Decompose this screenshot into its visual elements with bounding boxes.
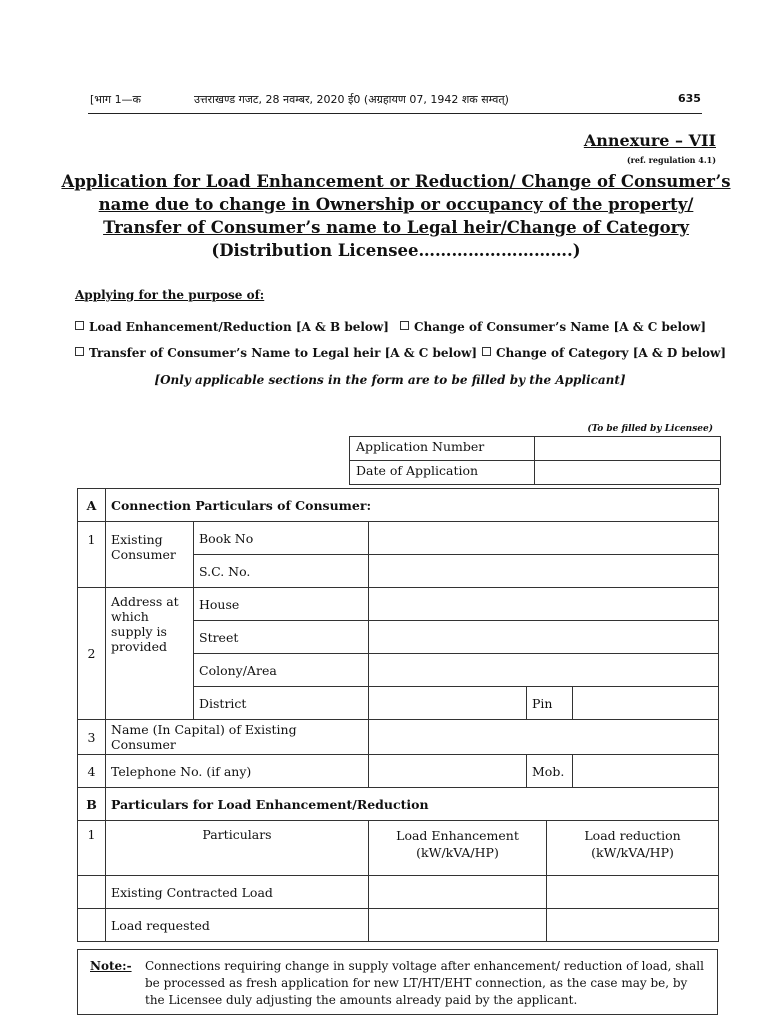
licensee-table <box>349 436 721 485</box>
section-b-header <box>78 788 719 821</box>
application-date-label: Date of Application <box>350 461 535 485</box>
purpose-heading: Applying for the purpose of: <box>75 288 265 302</box>
application-number-field[interactable] <box>535 437 721 461</box>
telephone-field[interactable] <box>369 755 527 788</box>
option-load-enhancement[interactable] <box>75 320 389 334</box>
checkbox-icon[interactable] <box>482 347 491 356</box>
checkbox-icon[interactable] <box>75 347 84 356</box>
field-label: Street <box>194 621 369 654</box>
empty-cell <box>78 876 106 909</box>
mob-label: Mob. <box>527 755 573 788</box>
section-letter: A <box>78 489 106 522</box>
consumer-name-field[interactable] <box>369 720 719 755</box>
enhancement-label: Load Enhancement <box>396 828 519 843</box>
gazette-date: उत्तराखण्ड गजट, 28 नवम्बर, 2020 ई0 (अग्रहायण 07, 1942 शक सम्वत्) <box>194 93 509 106</box>
row-label: Existing Contracted Load <box>106 876 369 909</box>
field-label: House <box>194 588 369 621</box>
pin-field[interactable] <box>573 687 719 720</box>
empty-cell <box>78 909 106 942</box>
enhancement-unit: (kW/kVA/HP) <box>416 845 499 860</box>
option-change-category[interactable] <box>482 346 726 360</box>
licensee-note: (To be filled by Licensee) <box>587 424 713 434</box>
section-letter: B <box>78 788 106 821</box>
section-title: Particulars for Load Enhancement/Reduction <box>106 788 719 821</box>
application-form-table <box>77 488 719 942</box>
row-number: 1 <box>78 522 106 588</box>
table-row <box>78 522 719 555</box>
table-row <box>78 755 719 788</box>
form-title <box>60 170 732 262</box>
row-label: Load requested <box>106 909 369 942</box>
sc-no-field[interactable] <box>369 555 719 588</box>
regulation-reference: (ref. regulation 4.1) <box>626 155 716 165</box>
district-field[interactable] <box>369 687 527 720</box>
page-number: 635 <box>678 92 701 105</box>
form-subtitle: (Distribution Licensee……………………….) <box>211 241 581 260</box>
reduction-label: Load reduction <box>584 828 681 843</box>
title-line-2: name due to change in Ownership or occupancy of the property/ <box>98 195 694 214</box>
table-row <box>78 876 719 909</box>
checkbox-icon[interactable] <box>400 321 409 330</box>
house-field[interactable] <box>369 588 719 621</box>
reduction-unit: (kW/kVA/HP) <box>591 845 674 860</box>
table-row <box>78 821 719 876</box>
instruction-text: [Only applicable sections in the form are to be filled by the Applicant] <box>154 373 626 387</box>
option-label: Load Enhancement/Reduction [A & B below] <box>89 320 389 334</box>
field-label: District <box>194 687 369 720</box>
requested-load-enhancement-field[interactable] <box>369 909 547 942</box>
table-row <box>78 588 719 621</box>
field-label: Colony/Area <box>194 654 369 687</box>
table-row <box>78 720 719 755</box>
option-transfer-legal-heir[interactable] <box>75 346 477 360</box>
section-title: Connection Particulars of Consumer: <box>106 489 719 522</box>
note-label: Note:- <box>90 959 132 973</box>
row-number: 3 <box>78 720 106 755</box>
column-header-reduction <box>547 821 719 876</box>
section-a-header <box>78 489 719 522</box>
gazette-part: [भाग 1—क <box>90 93 142 106</box>
requested-load-reduction-field[interactable] <box>547 909 719 942</box>
row-label: Name (In Capital) of Existing Consumer <box>106 720 369 755</box>
existing-load-reduction-field[interactable] <box>547 876 719 909</box>
title-line-3: Transfer of Consumer’s name to Legal heir/Change of Category <box>103 218 689 237</box>
existing-load-enhancement-field[interactable] <box>369 876 547 909</box>
column-header-particulars: Particulars <box>106 821 369 876</box>
row-label: Existing Consumer <box>106 522 194 588</box>
row-label: Telephone No. (if any) <box>106 755 369 788</box>
note-text: Connections requiring change in supply voltage after enhancement/ reduction of load, shall be processed as fresh application for new LT/HT/EHT connection, as the case may be, by the Licensee duly adjusting the amounts already paid by the applicant. <box>145 959 704 1007</box>
row-number: 4 <box>78 755 106 788</box>
street-field[interactable] <box>369 621 719 654</box>
option-label: Change of Category [A & D below] <box>496 346 727 360</box>
column-header-enhancement <box>369 821 547 876</box>
option-label: Change of Consumer’s Name [A & C below] <box>414 320 707 334</box>
row-number: 2 <box>78 588 106 720</box>
note-box <box>77 949 718 1015</box>
mobile-field[interactable] <box>573 755 719 788</box>
annexure-label: Annexure – VII <box>583 131 716 150</box>
field-label: Book No <box>194 522 369 555</box>
colony-field[interactable] <box>369 654 719 687</box>
field-label: S.C. No. <box>194 555 369 588</box>
pin-label: Pin <box>527 687 573 720</box>
application-date-field[interactable] <box>535 461 721 485</box>
table-row <box>78 909 719 942</box>
checkbox-icon[interactable] <box>75 321 84 330</box>
row-label: Address at which supply is provided <box>106 588 194 720</box>
option-change-name[interactable] <box>400 320 706 334</box>
title-line-1: Application for Load Enhancement or Reduction/ Change of Consumer’s <box>61 172 731 191</box>
application-number-label: Application Number <box>350 437 535 461</box>
row-number: 1 <box>78 821 106 876</box>
option-label: Transfer of Consumer’s Name to Legal heir [A & C below] <box>89 346 478 360</box>
book-no-field[interactable] <box>369 522 719 555</box>
header-rule <box>88 113 702 114</box>
